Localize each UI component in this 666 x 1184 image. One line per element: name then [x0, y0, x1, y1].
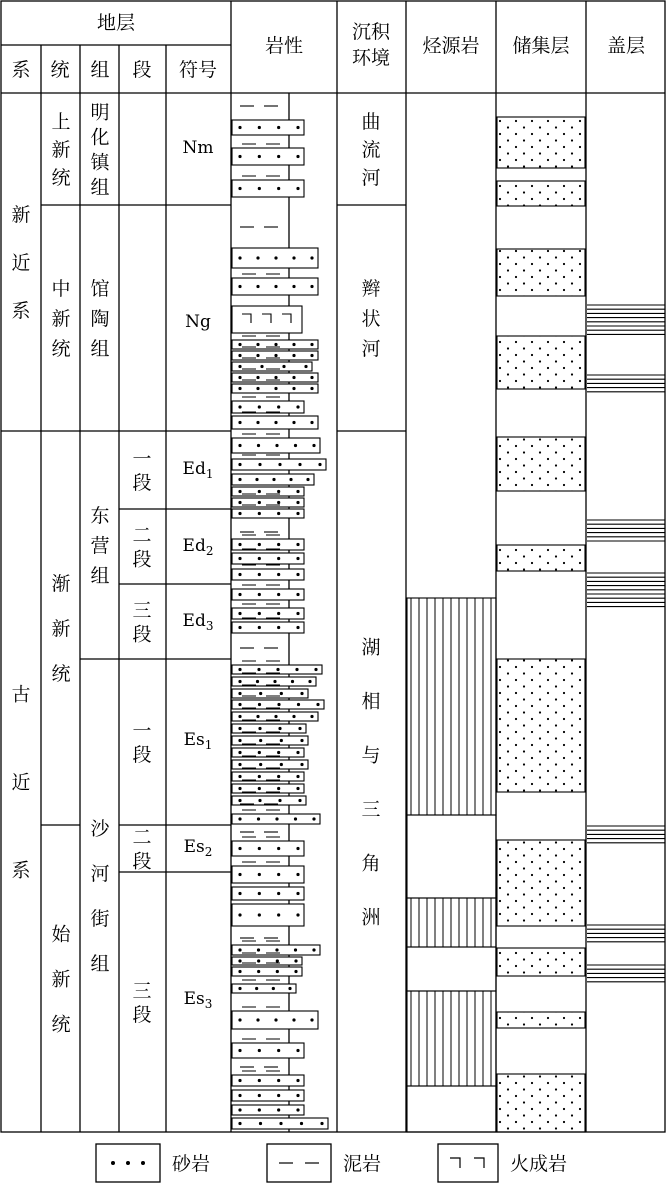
legend [96, 1144, 567, 1182]
sandstone-layer [232, 1039, 304, 1058]
stratum-symbol [185, 312, 211, 332]
sandstone-layer [232, 535, 304, 550]
environment-meandering-river-char: 曲 [361, 111, 381, 133]
source-rock-interval [407, 898, 496, 947]
sandstone-layer [232, 862, 304, 883]
reservoir-sand-interval [497, 948, 585, 976]
sandstone-layer [232, 810, 320, 824]
sandstone-layer [232, 720, 306, 733]
formation-minghuazhen-char: 化 [90, 126, 110, 149]
reservoir-sand-interval [497, 249, 585, 296]
sandstone-layer [232, 434, 320, 453]
system-neogene-char: 近 [11, 252, 31, 274]
formation-guantao-char: 陶 [90, 308, 110, 330]
stratum-symbol-base: Es [183, 989, 205, 1009]
formation-shahejie-char: 沙 [90, 818, 110, 840]
stratum-symbol [183, 459, 214, 481]
cap-rock-interval [587, 573, 665, 607]
cap-rock-interval [587, 925, 665, 942]
sandstone-layer [232, 744, 304, 757]
stratum-symbol-base: Ed [182, 611, 206, 631]
formation-dongying-char: 营 [90, 535, 110, 557]
stratum-symbol-base: Ed [182, 536, 206, 556]
formation-dongying-char: 东 [90, 505, 110, 527]
reservoir-sand-interval [497, 1074, 585, 1132]
series-miocene-char: 统 [51, 338, 71, 360]
cap-rock-column [587, 305, 665, 982]
source-rock-interval [407, 991, 496, 1086]
environment-braided-river-char: 河 [361, 338, 381, 360]
stratum-symbol [184, 837, 213, 859]
environment-lacustrine-delta-char: 角 [361, 852, 381, 875]
formation-minghuazhen-char: 组 [90, 176, 110, 199]
sandstone-layer [232, 604, 304, 619]
member-char: 段 [132, 472, 152, 494]
sandstone-layer [232, 732, 308, 745]
stratum-symbol-subscript: 3 [204, 997, 213, 1011]
stratum-symbol [184, 730, 213, 752]
sandstone-layer [232, 708, 318, 721]
legend-item-igneous [438, 1144, 567, 1182]
environment-braided-river-char: 辫 [361, 278, 381, 300]
cap-rock-interval [587, 305, 665, 334]
member-char: 段 [132, 623, 152, 646]
sandstone-layer [232, 1071, 304, 1086]
series-oligocene-char: 新 [51, 618, 71, 640]
reservoir-sand-interval [497, 336, 585, 389]
stratum-symbol-base: Ed [182, 459, 206, 479]
source-rock-column [407, 598, 496, 1132]
sandstone-layer [232, 618, 304, 633]
sandstone-layer [232, 792, 306, 805]
series-pliocene-char: 上 [51, 111, 71, 133]
stratum-symbols [183, 138, 214, 1011]
reservoir-sand-interval [497, 1012, 585, 1028]
stratum-symbol-subscript: 2 [205, 544, 214, 558]
stratum-symbol-subscript: 2 [204, 845, 213, 859]
legend-item-sand [96, 1144, 210, 1182]
legend-label: 砂岩 [172, 1153, 211, 1175]
header-system: 系 [11, 59, 31, 81]
legend-label: 泥岩 [343, 1153, 382, 1175]
sandstone-layer [232, 1101, 304, 1115]
table-header [11, 12, 645, 81]
cap-rock-interval [587, 965, 665, 982]
igneous-layer [232, 306, 302, 333]
formation-guantao-char: 馆 [90, 278, 110, 300]
formation-minghuazhen-char: 镇 [90, 151, 110, 174]
sandstone-layer [232, 412, 318, 429]
stratum-symbol [183, 536, 214, 558]
member-char: 段 [132, 850, 152, 873]
formation-guantao-char: 组 [90, 338, 110, 360]
system-paleogene-char: 系 [11, 859, 31, 882]
series-oligocene-char: 统 [51, 663, 71, 685]
source-rock-gap [407, 815, 496, 898]
reservoir-sand-interval [497, 659, 585, 792]
cap-rock-interval [587, 520, 665, 541]
environment-braided-river-char: 状 [361, 308, 381, 330]
sandstone-layer [232, 1086, 304, 1101]
sandstone-layer [232, 397, 304, 413]
member-char: 二 [132, 524, 152, 547]
system-paleogene-char: 古 [11, 683, 31, 706]
member-char: 一 [132, 448, 152, 470]
series-eocene-char: 新 [51, 968, 71, 991]
legend-swatch [438, 1144, 498, 1182]
environment-lacustrine-delta-char: 与 [361, 744, 381, 767]
environment-lacustrine-delta-char: 三 [361, 798, 381, 821]
cap-rock-interval [587, 375, 665, 392]
header-member: 段 [132, 59, 152, 81]
header-reservoir: 储集层 [512, 35, 570, 57]
series-pliocene-char: 统 [51, 167, 71, 189]
formation-dongying-char: 组 [90, 565, 110, 587]
stratigraphy-labels [11, 102, 380, 1036]
sandstone-layer [232, 780, 304, 793]
legend-item-mud [267, 1144, 381, 1182]
environment-meandering-river-char: 流 [361, 139, 381, 161]
formation-shahejie-char: 街 [90, 908, 110, 930]
system-neogene-char: 系 [11, 300, 31, 322]
header-environment-line1: 沉积 [351, 21, 391, 43]
member-char: 段 [132, 1004, 152, 1026]
member-char: 三 [132, 980, 152, 1002]
lithology-column [232, 106, 328, 1129]
sandstone-layer [232, 274, 318, 295]
formation-shahejie-char: 组 [90, 953, 110, 975]
legend-label: 火成岩 [510, 1153, 568, 1175]
member-char: 二 [132, 826, 152, 849]
series-oligocene-char: 渐 [51, 573, 71, 595]
stratum-symbol [184, 989, 213, 1011]
header-series: 统 [50, 59, 70, 81]
sandstone-layer [232, 1118, 328, 1129]
stratum-symbol-subscript: 3 [205, 619, 214, 633]
sandstone-layer [232, 549, 304, 564]
reservoir-column [496, 117, 586, 1132]
system-paleogene-char: 近 [11, 771, 31, 794]
sandstone-layer [232, 455, 326, 470]
sandstone-layer [232, 980, 296, 993]
sandstone-layer [232, 144, 304, 165]
sandstone-layer [232, 661, 322, 674]
sandstone-layer [232, 565, 304, 580]
series-pliocene-char: 新 [51, 139, 71, 161]
environment-lacustrine-delta-char: 相 [361, 690, 381, 713]
sandstone-layer [232, 883, 304, 900]
sandstone-layer [232, 768, 304, 781]
sandstone-layer [232, 176, 304, 197]
header-environment-line2: 环境 [351, 47, 391, 69]
sandstone-layer [232, 470, 314, 485]
member-char: 一 [132, 720, 152, 742]
cap-rock-interval [587, 826, 665, 843]
reservoir-sand-interval [497, 545, 585, 571]
sandstone-layer [232, 673, 316, 686]
stratum-symbol-base: Ng [185, 312, 211, 332]
sandstone-layer [232, 248, 318, 268]
sandstone-layer [232, 756, 308, 769]
source-rock-gap [407, 947, 496, 991]
sandstone-layer [232, 120, 304, 135]
stratum-symbol [183, 611, 214, 633]
member-char: 段 [132, 548, 152, 571]
source-rock-interval [407, 598, 496, 815]
header-formation: 组 [90, 59, 110, 81]
environment-lacustrine-delta-char: 洲 [361, 906, 381, 929]
legend-swatch [267, 1144, 331, 1182]
header-stratigraphy: 地层 [96, 12, 136, 34]
sandstone-layer [232, 1007, 318, 1029]
header-lithology: 岩性 [264, 35, 304, 57]
stratum-symbol-base: Nm [182, 138, 214, 158]
stratum-symbol-base: Es [183, 730, 205, 750]
header-symbol: 符号 [178, 59, 218, 81]
sandstone-layer [232, 900, 304, 926]
series-eocene-char: 始 [51, 923, 71, 946]
series-miocene-char: 新 [51, 308, 71, 330]
stratum-symbol-subscript: 1 [205, 467, 214, 481]
system-neogene-char: 新 [11, 204, 31, 226]
reservoir-sand-interval [497, 117, 585, 168]
sandstone-layer [232, 837, 304, 856]
header-source-rock: 烃源岩 [422, 35, 480, 57]
reservoir-sand-interval [497, 437, 585, 491]
member-char: 段 [132, 744, 152, 766]
source-rock-gap [407, 1086, 496, 1132]
stratum-symbol-base: Es [183, 837, 205, 857]
series-miocene-char: 中 [51, 278, 71, 300]
formation-shahejie-char: 河 [90, 863, 110, 885]
reservoir-sand-interval [497, 181, 585, 206]
reservoir-sand-interval [497, 840, 585, 926]
header-cap-rock: 盖层 [606, 35, 646, 57]
formation-minghuazhen-char: 明 [90, 101, 110, 124]
series-eocene-char: 统 [51, 1013, 71, 1036]
member-char: 三 [132, 599, 152, 622]
stratum-symbol [183, 138, 214, 158]
environment-meandering-river-char: 河 [361, 167, 381, 189]
sandstone-layer [232, 585, 304, 600]
sandstone-layer [232, 487, 304, 496]
stratum-symbol-subscript: 1 [204, 738, 213, 752]
environment-lacustrine-delta-char: 湖 [361, 636, 381, 659]
